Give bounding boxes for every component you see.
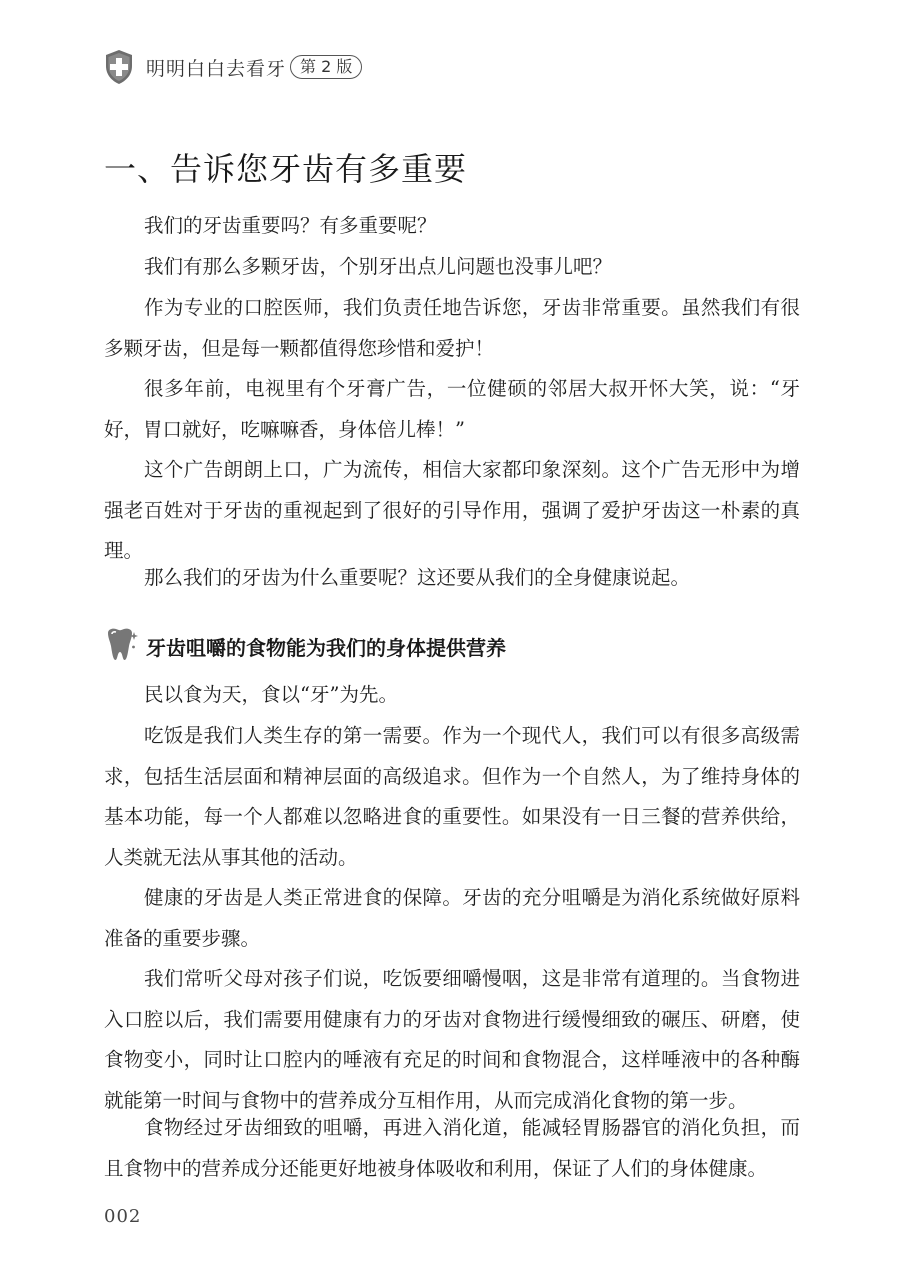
paragraph: 健康的牙齿是人类正常进食的保障。牙齿的充分咀嚼是为消化系统做好原料准备的重要步骤。 — [104, 886, 800, 950]
paragraph: 我们的牙齿重要吗？有多重要呢？ — [144, 214, 437, 237]
paragraph: 很多年前，电视里有个牙膏广告，一位健硕的邻居大叔开怀大笑，说：“牙好，胃口就好，吃嘛嘛香，身体倍儿棒！” — [104, 377, 800, 441]
paragraph: 我们常听父母对孩子们说，吃饭要细嚼慢咽，这是非常有道理的。当食物进入口腔以后，我们需要用健康有力的牙齿对食物进行缓慢细致的碾压、研磨，使食物变小，同时让口腔内的唾液有充足的时间和食物混合，这样唾液中的各种酶就能第一时间与食物中的营养成分互相作用，从而完成消化食物的第一步。 — [104, 967, 800, 1112]
tooth-icon — [104, 627, 138, 665]
paragraph: 作为专业的口腔医师，我们负责任地告诉您，牙齿非常重要。虽然我们有很多颗牙齿，但是每一颗都值得您珍惜和爱护！ — [104, 296, 800, 360]
chapter-title: 一、告诉您牙齿有多重要 — [104, 150, 468, 188]
shield-cross-icon — [104, 49, 134, 85]
paragraph: 那么我们的牙齿为什么重要呢？这还要从我们的全身健康说起。 — [144, 566, 691, 589]
section-title: 牙齿咀嚼的食物能为我们的身体提供营养 — [146, 635, 506, 660]
book-title: 明明白白去看牙 — [146, 57, 287, 80]
edition-badge: 第 2 版 — [290, 55, 362, 79]
paragraph: 民以食为天，食以“牙”为先。 — [144, 683, 398, 706]
paragraph: 这个广告朗朗上口，广为流传，相信大家都印象深刻。这个广告无形中为增强老百姓对于牙齿的重视起到了很好的引导作用，强调了爱护牙齿这一朴素的真理。 — [104, 458, 800, 562]
page-number: 002 — [104, 1206, 142, 1227]
section-heading — [104, 626, 506, 666]
paragraph: 食物经过牙齿细致的咀嚼，再进入消化道，能减轻胃肠器官的消化负担，而且食物中的营养成分还能更好地被身体吸收和利用，保证了人们的身体健康。 — [104, 1116, 800, 1180]
paragraph: 吃饭是我们人类生存的第一需要。作为一个现代人，我们可以有很多高级需求，包括生活层面和精神层面的高级追求。但作为一个自然人，为了维持身体的基本功能，每一个人都难以忽略进食的重要性。如果没有一日三餐的营养供给，人类就无法从事其他的活动。 — [104, 724, 800, 869]
paragraph: 我们有那么多颗牙齿，个别牙出点儿问题也没事儿吧？ — [144, 255, 613, 278]
running-header — [104, 48, 362, 86]
